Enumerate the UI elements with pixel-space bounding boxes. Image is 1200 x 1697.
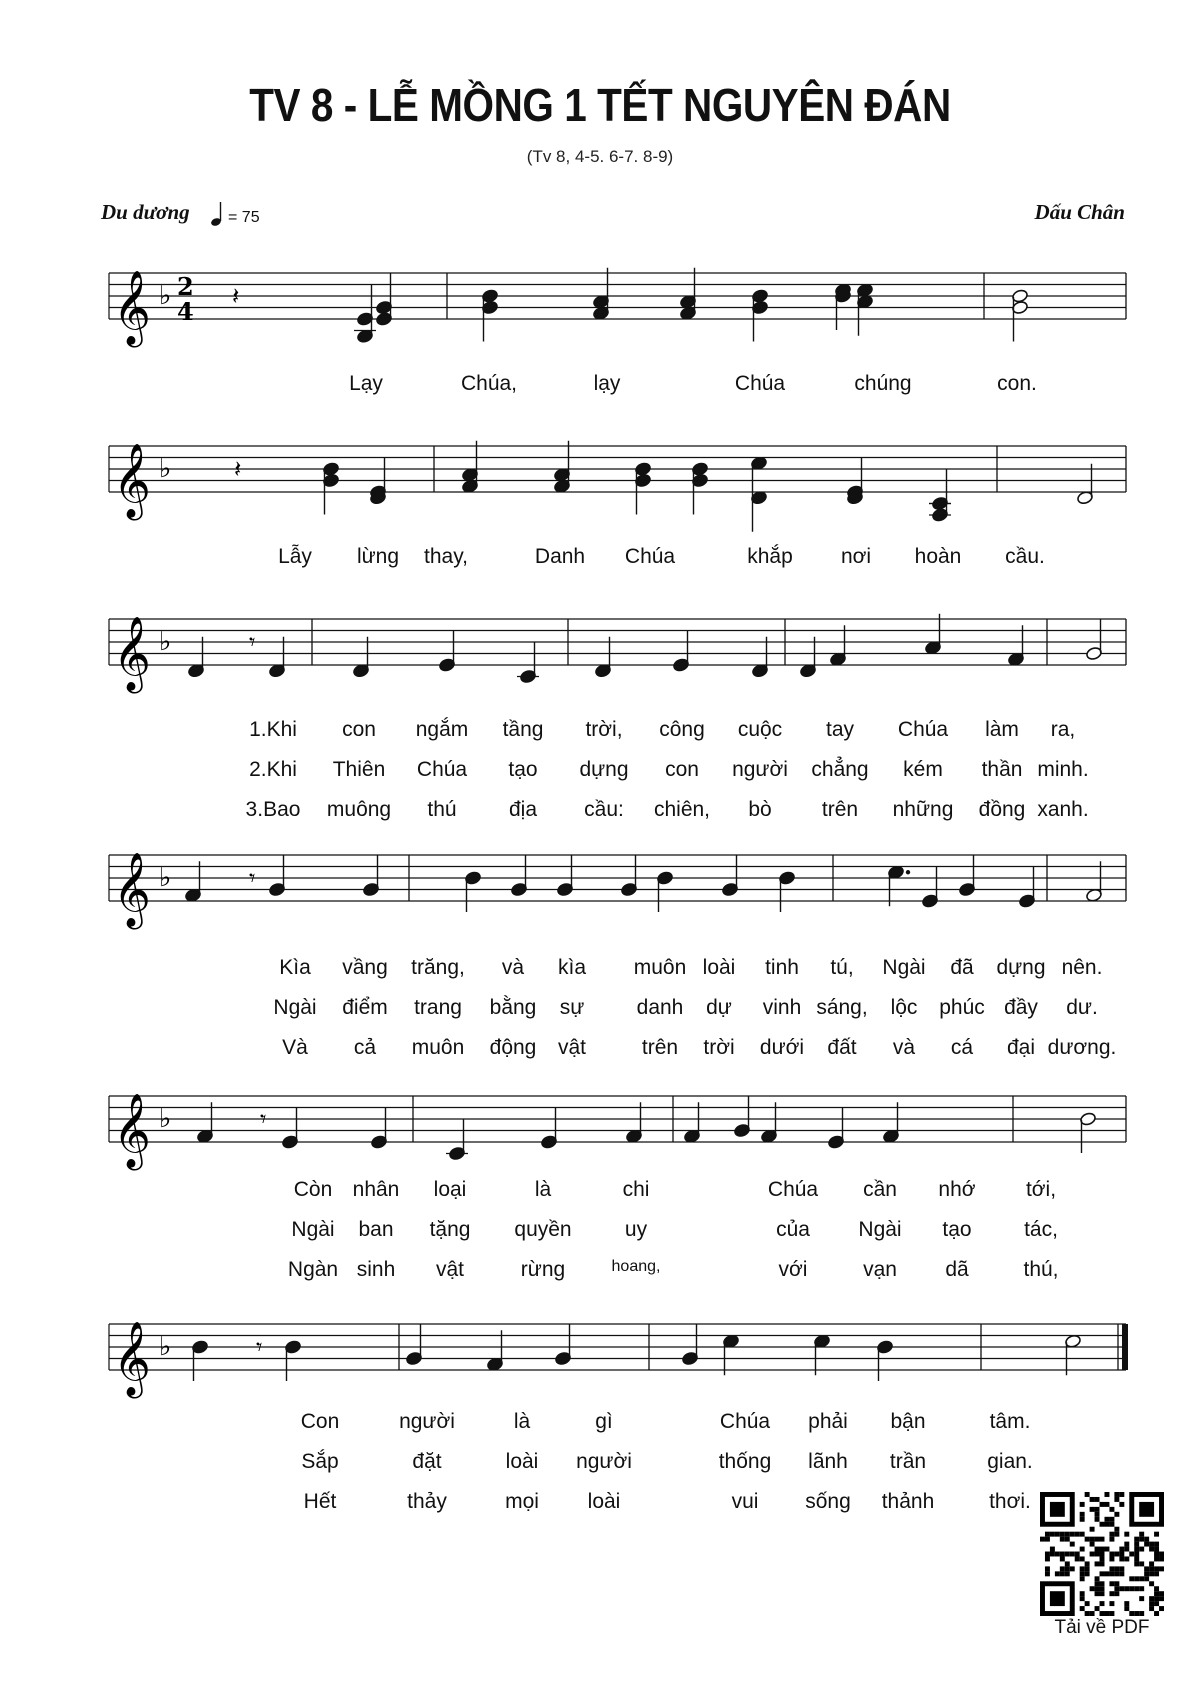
rest-icon: 𝄾	[256, 1333, 263, 1361]
lyric-syllable: dưới	[759, 1036, 805, 1059]
lyric-syllable: Sắp	[301, 1450, 339, 1473]
lyric-syllable: rừng	[520, 1258, 566, 1281]
lyric-syllable: tay	[825, 718, 855, 741]
lyric-syllable: bận	[890, 1410, 926, 1433]
lyric-syllable: động	[489, 1036, 537, 1059]
lyric-syllable: trời,	[585, 718, 623, 741]
lyric-syllable: minh.	[1037, 758, 1089, 781]
lyric-syllable: vật	[557, 1036, 587, 1059]
lyric-syllable: chiên,	[653, 798, 711, 821]
treble-clef-icon: 𝄞	[113, 444, 151, 518]
lyric-syllable: dương.	[1047, 1036, 1117, 1059]
lyric-syllable: điểm	[342, 996, 388, 1019]
lyric-syllable: tặng	[429, 1218, 471, 1241]
lyric-syllable: Kìa	[279, 956, 311, 979]
lyric-syllable: chẳng	[811, 758, 869, 781]
composer-name: Dấu Chân	[1034, 200, 1125, 224]
lyric-syllable: nên.	[1061, 956, 1103, 979]
lyric-syllable: thú	[427, 798, 457, 821]
lyric-line	[0, 996, 1200, 1022]
treble-clef-icon: 𝄞	[113, 1322, 151, 1396]
key-flat-icon: ♭	[159, 454, 172, 484]
lyric-syllable: Lẫy	[278, 545, 312, 568]
lyric-syllable: Thiên	[332, 758, 386, 781]
lyric-syllable: dựng	[996, 956, 1046, 979]
lyric-syllable: nơi	[840, 545, 872, 568]
lyric-line	[0, 1410, 1200, 1436]
lyric-syllable: muôn	[411, 1036, 465, 1059]
lyric-syllable: Ngài	[882, 956, 926, 979]
lyric-syllable: tú,	[830, 956, 854, 979]
lyric-syllable: vầng	[342, 956, 388, 979]
lyric-syllable: hoàn	[914, 545, 962, 568]
lyric-syllable: Ngài	[858, 1218, 902, 1241]
lyric-syllable: chi	[622, 1178, 650, 1201]
lyric-syllable: dự	[706, 996, 732, 1019]
lyric-syllable: và	[501, 956, 525, 979]
key-flat-icon: ♭	[159, 627, 172, 657]
lyric-syllable: đầy	[1004, 996, 1038, 1019]
lyric-syllable: tầng	[502, 718, 544, 741]
lyric-syllable: hoang,	[611, 1258, 661, 1275]
lyric-line	[0, 1178, 1200, 1204]
lyric-syllable: Ngài	[291, 1218, 335, 1241]
lyric-line	[0, 758, 1200, 784]
lyric-syllable: con.	[997, 372, 1037, 395]
lyric-syllable: thảy	[407, 1490, 447, 1513]
time-signature-top: 2	[177, 272, 194, 301]
treble-clef-icon: 𝄞	[113, 271, 151, 345]
lyric-line	[0, 1450, 1200, 1476]
lyric-syllable: loại	[433, 1178, 467, 1201]
lyric-line	[0, 1218, 1200, 1244]
lyric-syllable: đồng	[978, 798, 1026, 821]
lyric-syllable: ra,	[1050, 718, 1076, 741]
lyric-syllable: những	[892, 798, 954, 821]
lyric-line	[0, 372, 1200, 398]
lyric-syllable: cả	[353, 1036, 377, 1059]
lyric-syllable: tinh	[765, 956, 799, 979]
lyric-syllable: trăng,	[411, 956, 465, 979]
lyric-syllable: ban	[358, 1218, 394, 1241]
lyric-line	[0, 545, 1200, 571]
lyric-syllable: đất	[827, 1036, 857, 1059]
lyric-syllable: tâm.	[989, 1410, 1031, 1433]
lyric-syllable: danh	[636, 996, 684, 1019]
key-flat-icon: ♭	[159, 281, 172, 311]
lyric-syllable: của	[776, 1218, 810, 1241]
lyric-syllable: Ngài	[273, 996, 317, 1019]
lyric-syllable: cá	[950, 1036, 974, 1059]
lyric-syllable: lừng	[356, 545, 400, 568]
lyric-syllable: Danh	[534, 545, 586, 568]
lyric-syllable: nhớ	[938, 1178, 976, 1201]
lyric-syllable: loài	[587, 1490, 621, 1513]
lyric-syllable: tạo	[508, 758, 538, 781]
lyric-syllable: trên	[821, 798, 859, 821]
lyric-syllable: cần	[863, 1178, 897, 1201]
lyric-syllable: trần	[889, 1450, 927, 1473]
lyric-syllable: 2.Khi	[249, 758, 297, 781]
tempo-value: = 75	[228, 209, 260, 226]
lyric-syllable: sáng,	[816, 996, 868, 1019]
lyric-syllable: loài	[702, 956, 736, 979]
lyric-syllable: xanh.	[1037, 798, 1089, 821]
dot	[906, 870, 910, 874]
qr-code-icon[interactable]	[1040, 1492, 1164, 1616]
rest-icon: 𝄽	[234, 455, 242, 483]
lyric-syllable: cầu:	[584, 798, 624, 821]
psalm-reference: (Tv 8, 4-5. 6-7. 8-9)	[526, 147, 674, 166]
lyric-syllable: dã	[945, 1258, 969, 1281]
lyric-syllable: tạo	[942, 1218, 972, 1241]
lyric-syllable: 3.Bao	[245, 798, 301, 821]
lyric-syllable: Còn	[293, 1178, 333, 1201]
download-pdf-link[interactable]: Tải về PDF	[1054, 1617, 1150, 1638]
lyric-syllable: thảnh	[881, 1490, 935, 1513]
lyric-syllable: Chúa,	[460, 372, 518, 395]
lyric-syllable: tác,	[1024, 1218, 1058, 1241]
lyric-syllable: muông	[326, 798, 392, 821]
lyric-syllable: kìa	[557, 956, 587, 979]
lyric-syllable: với	[778, 1258, 808, 1281]
treble-clef-icon: 𝄞	[113, 853, 151, 927]
lyric-syllable: dư.	[1066, 996, 1098, 1019]
lyric-syllable: Và	[282, 1036, 308, 1059]
lyric-syllable: làm	[985, 718, 1019, 741]
lyric-syllable: tới,	[1025, 1178, 1057, 1201]
key-flat-icon: ♭	[159, 1104, 172, 1134]
lyric-syllable: công	[659, 718, 705, 741]
lyric-syllable: Lạy	[349, 372, 383, 395]
lyric-syllable: muôn	[633, 956, 687, 979]
lyric-syllable: bằng	[489, 996, 537, 1019]
lyric-syllable: người	[399, 1410, 455, 1433]
lyric-syllable: Chúa	[897, 718, 949, 741]
lyric-syllable: Chúa	[734, 372, 786, 395]
lyric-syllable: khắp	[747, 545, 793, 568]
lyric-syllable: gian.	[987, 1450, 1033, 1473]
lyric-syllable: chúng	[854, 372, 912, 395]
lyric-syllable: phúc	[939, 996, 985, 1019]
lyric-syllable: trên	[641, 1036, 679, 1059]
lyric-syllable: trang	[414, 996, 462, 1019]
lyric-syllable: đã	[950, 956, 974, 979]
lyric-syllable: sống	[805, 1490, 851, 1513]
lyric-syllable: kém	[903, 758, 943, 781]
lyric-syllable: cuộc	[737, 718, 783, 741]
lyric-syllable: là	[534, 1178, 552, 1201]
final-barline-thick	[1122, 1324, 1128, 1370]
lyric-syllable: lãnh	[808, 1450, 848, 1473]
time-signature-bottom: 4	[177, 297, 194, 326]
key-flat-icon: ♭	[159, 863, 172, 893]
lyric-line	[0, 956, 1200, 982]
lyric-syllable: thú,	[1023, 1258, 1059, 1281]
lyric-syllable: lạy	[593, 372, 621, 395]
treble-clef-icon: 𝄞	[113, 1094, 151, 1168]
lyric-syllable: thay,	[424, 545, 468, 568]
lyric-line	[0, 798, 1200, 824]
lyric-syllable: Chúa	[624, 545, 676, 568]
lyric-syllable: Con	[300, 1410, 340, 1433]
lyric-syllable: Chúa	[767, 1178, 819, 1201]
lyric-syllable: loài	[505, 1450, 539, 1473]
lyric-syllable: Chúa	[416, 758, 468, 781]
lyric-syllable: gì	[595, 1410, 613, 1433]
lyric-syllable: mọi	[505, 1490, 539, 1513]
lyric-syllable: lộc	[890, 996, 918, 1019]
lyric-syllable: vui	[731, 1490, 759, 1513]
lyric-syllable: đại	[1006, 1036, 1036, 1059]
lyric-syllable: vạn	[863, 1258, 897, 1281]
lyric-syllable: phải	[808, 1410, 848, 1433]
lyric-syllable: là	[513, 1410, 531, 1433]
lyric-line	[0, 1036, 1200, 1062]
lyric-syllable: cầu.	[1005, 545, 1045, 568]
lyric-syllable: 1.Khi	[249, 718, 297, 741]
lyric-syllable: và	[892, 1036, 916, 1059]
lyric-syllable: ngắm	[415, 718, 469, 741]
lyric-line	[0, 718, 1200, 744]
lyric-syllable: Chúa	[719, 1410, 771, 1433]
song-title: TV 8 - LỄ MỒNG 1 TẾT NGUYÊN ĐÁN	[249, 79, 951, 131]
lyric-syllable: trời	[703, 1036, 735, 1059]
lyric-syllable: dựng	[579, 758, 629, 781]
lyric-syllable: người	[732, 758, 788, 781]
lyric-syllable: Hết	[303, 1490, 337, 1513]
rest-icon: 𝄽	[232, 282, 240, 310]
lyric-syllable: con	[342, 718, 376, 741]
key-flat-icon: ♭	[159, 1332, 172, 1362]
lyric-syllable: thống	[718, 1450, 772, 1473]
lyric-line	[0, 1490, 1200, 1516]
tempo-marking: Du dương	[101, 200, 190, 224]
rest-icon: 𝄾	[249, 628, 256, 656]
lyric-syllable: người	[576, 1450, 632, 1473]
rest-icon: 𝄾	[249, 864, 256, 892]
lyric-syllable: vật	[435, 1258, 465, 1281]
lyric-syllable: nhân	[352, 1178, 400, 1201]
lyric-syllable: đặt	[412, 1450, 442, 1473]
lyric-syllable: địa	[508, 798, 538, 821]
lyric-syllable: thơi.	[989, 1490, 1031, 1513]
treble-clef-icon: 𝄞	[113, 617, 151, 691]
lyric-syllable: sự	[559, 996, 585, 1019]
lyric-syllable: Ngàn	[287, 1258, 339, 1281]
lyric-syllable: sinh	[356, 1258, 396, 1281]
lyric-syllable: quyền	[514, 1218, 572, 1241]
lyric-syllable: vinh	[762, 996, 802, 1019]
lyric-syllable: thần	[981, 758, 1023, 781]
lyric-line	[0, 1258, 1200, 1284]
lyric-syllable: con	[665, 758, 699, 781]
lyric-syllable: uy	[624, 1218, 648, 1241]
rest-icon: 𝄾	[260, 1105, 267, 1133]
lyric-syllable: bò	[748, 798, 772, 821]
